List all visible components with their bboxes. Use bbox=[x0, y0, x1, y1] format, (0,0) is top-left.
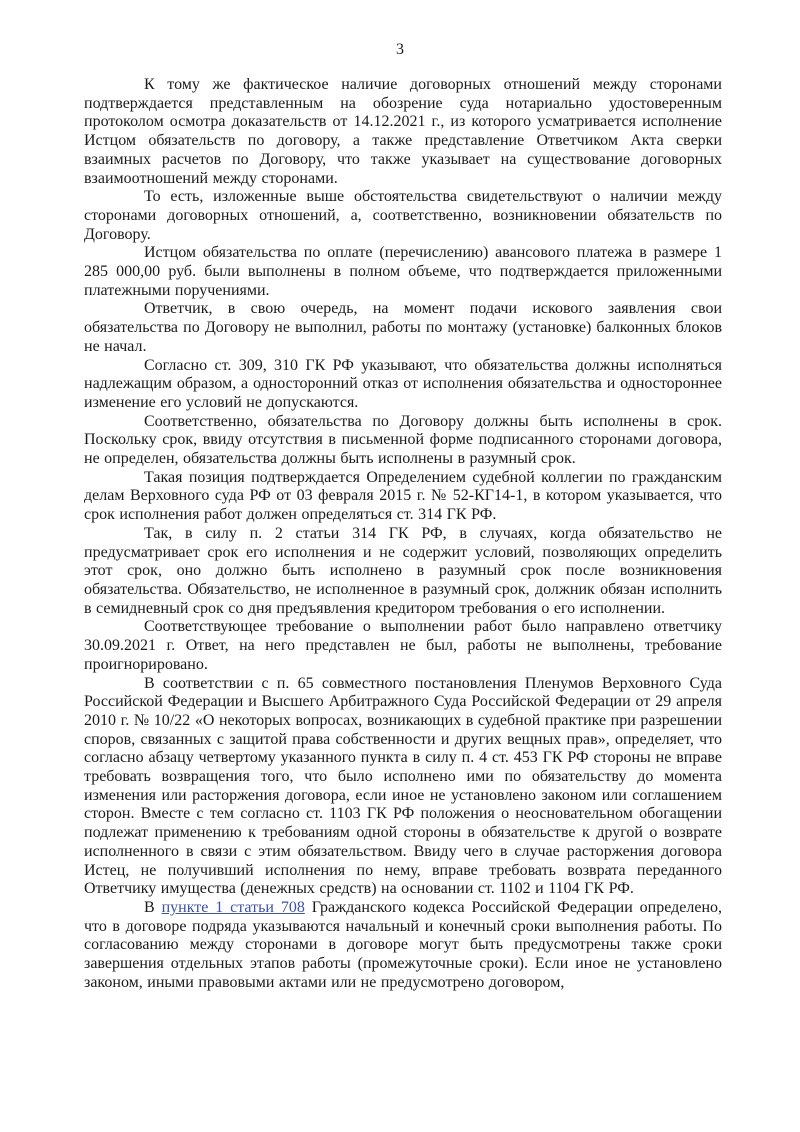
link-article-708-clause-1[interactable]: пункте 1 статьи 708 bbox=[161, 898, 305, 916]
paragraph-text: То есть, изложенные выше обстоятельства свидетельствуют о наличии между сторонами договорных отношений, а, соответственно, возникновении обязательств по Договору. bbox=[84, 188, 722, 243]
paragraph-text: Соответствующее требование о выполнении работ было направлено ответчику 30.09.2021 г. Ответ, на него представлен не был, работы не выполнены, требование проигнорировано. bbox=[84, 618, 722, 673]
paragraph bbox=[84, 469, 722, 525]
paragraph bbox=[84, 618, 722, 674]
paragraph-text: Соответственно, обязательства по Договору должны быть исполнены в срок. Поскольку срок, ввиду отсутствия в письменной форме подписанного сторонами договора, не определен, обязательства должны быть исполнены в разумный срок. bbox=[84, 412, 722, 468]
paragraph bbox=[84, 413, 722, 469]
paragraph bbox=[84, 899, 722, 993]
paragraph-text: Истцом обязательства по оплате (перечислению) авансового платежа в размере 1 285 000,00 руб. были выполнены в полном объеме, что подтверждается приложенными платежными поручениями. bbox=[84, 244, 722, 299]
paragraph bbox=[84, 244, 722, 300]
paragraph-text: Такая позиция подтверждается Определением судебной коллегии по гражданским делам Верховного суда РФ от 03 февраля 2015 г. № 52-КГ14-1, в котором указывается, что срок исполнения работ должен определяться ст. 314 ГК РФ. bbox=[84, 468, 722, 524]
document-body bbox=[84, 76, 722, 992]
paragraph-text: Так, в силу п. 2 статьи 314 ГК РФ, в случаях, когда обязательство не предусматривает срок его исполнения и не содержит условий, позволяющих определить этот срок, оно должно быть исполнено в разумный срок после возникновения обязательства. Обязательство, не исполненное в разумный срок, должник обязан исполнить в семидневный срок со дня предъявления кредитором требования о его исполнении. bbox=[84, 524, 722, 617]
paragraph bbox=[84, 357, 722, 413]
paragraph-text: Гражданского кодекса Российской Федерации определено, что в договоре подряда указываются начальный и конечный сроки выполнения работы. По согласованию между сторонами в договоре могут быть предусмотрены также сроки завершения отдельных этапов работы (промежуточные сроки). Если иное не установлено законом, иными правовыми актами или не предусмотрено договором, bbox=[84, 898, 722, 991]
paragraph-text: Ответчик, в свою очередь, на момент подачи искового заявления свои обязательства по Договору не выполнил, работы по монтажу (установке) балконных блоков не начал. bbox=[84, 300, 722, 355]
paragraph bbox=[84, 76, 722, 188]
page-number: 3 bbox=[396, 41, 404, 58]
paragraph bbox=[84, 525, 722, 619]
paragraph bbox=[84, 188, 722, 244]
paragraph-text: Согласно ст. 309, 310 ГК РФ указывают, что обязательства должны исполняться надлежащим образом, а односторонний отказ от исполнения обязательства и одностороннее изменение его условий не допускаются. bbox=[84, 356, 722, 411]
paragraph-text: В соответствии с п. 65 совместного постановления Пленумов Верховного Суда Российской Федерации и Высшего Арбитражного Суда Российской Федерации от 29 апреля 2010 г. № 10/22 «О некоторых вопросах, возникающих в судебной практике при разрешении споров, связанных с защитой права собственности и других вещных прав», определяет, что согласно абзацу четвертому указанного пункта в силу п. 4 ст. 453 ГК РФ стороны не вправе требовать возвращения того, что было исполнено ими по обязательству до момента изменения или расторжения договора, если иное не установлено законом или соглашением сторон. Вместе с тем согласно ст. 1103 ГК РФ положения о неосновательном обогащении подлежат применению к требованиям одной стороны в обязательстве к другой о возврате исполненного в связи с этим обязательством. Ввиду чего в случае расторжения договора Истец, не получивший исполнения по нему, вправе требовать возврата переданного Ответчику имущества (денежных средств) на основании ст. 1102 и 1104 ГК РФ. bbox=[84, 674, 722, 898]
paragraph-text: В bbox=[144, 898, 162, 916]
paragraph-text: К тому же фактическое наличие договорных отношений между сторонами подтверждается представленным на обозрение суда нотариально удостоверенным протоколом осмотра доказательств от 14.12.2021 г., из которого усматривается исполнение Истцом обязательств по договору, а также представление Ответчиком Акта сверки взаимных расчетов по Договору, что также указывает на существование договорных взаимоотношений между сторонами. bbox=[84, 76, 722, 187]
paragraph bbox=[84, 675, 722, 899]
paragraph bbox=[84, 300, 722, 356]
